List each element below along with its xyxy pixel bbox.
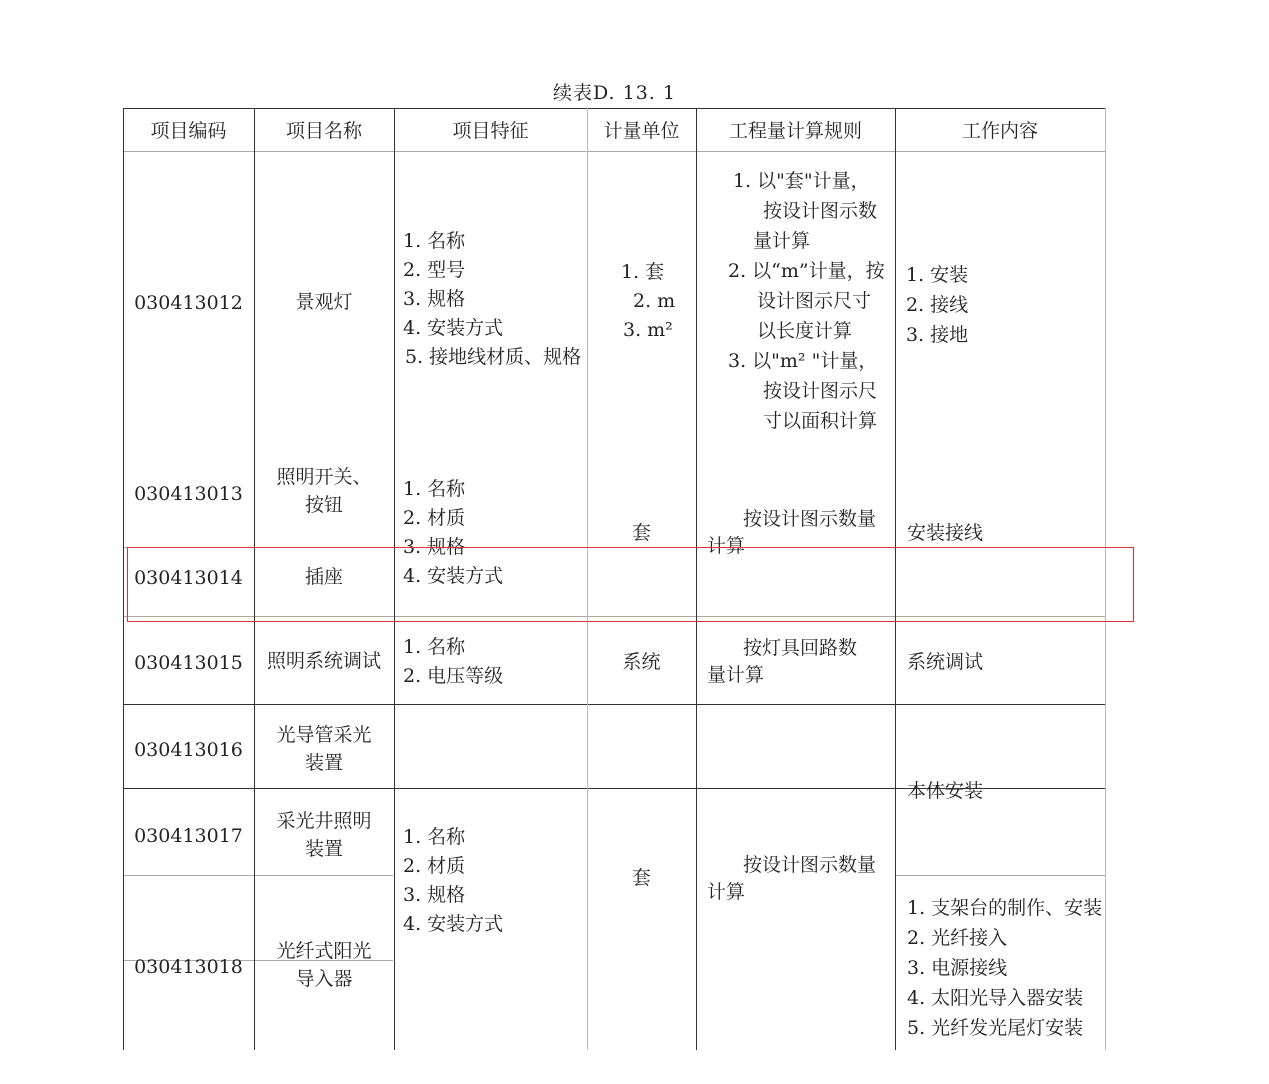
rules-采光装置: 按设计图示数量 计算 (707, 854, 877, 903)
header-name: 项目名称 (285, 120, 362, 142)
name-景观灯: 景观灯 (295, 291, 353, 313)
code-030413018: 030413018 (134, 956, 243, 978)
rules-开关插座: 按设计图示数量 计算 (707, 508, 877, 557)
name-采光井照明装置: 采光井照明 装置 (276, 810, 372, 860)
row-divider (123, 875, 393, 876)
name-照明开关: 照明开关、 按钮 (276, 466, 372, 516)
units-景观灯: 1. 套 2. m 3. m² (621, 261, 676, 341)
row-divider (123, 704, 1105, 705)
name-光导管采光装置: 光导管采光 装置 (276, 724, 372, 774)
code-030413014: 030413014 (134, 567, 243, 589)
unit-采光装置: 套 (631, 867, 651, 889)
unit-照明系统调试: 系统 (622, 651, 661, 673)
code-030413012: 030413012 (134, 292, 243, 314)
header-rules: 工程量计算规则 (728, 120, 862, 142)
work-照明系统调试: 系统调试 (907, 651, 984, 673)
features-照明系统调试: 1. 名称 2. 电压等级 (403, 636, 504, 687)
features-开关插座: 1. 名称 2. 材质 3. 规格 4. 安装方式 (403, 478, 504, 587)
code-030413015: 030413015 (134, 652, 243, 674)
code-030413017: 030413017 (134, 825, 243, 847)
header-features: 项目特征 (452, 120, 529, 142)
header-unit: 计量单位 (603, 120, 680, 142)
name-照明系统调试: 照明系统调试 (266, 650, 381, 672)
header-code: 项目编码 (150, 120, 227, 142)
code-030413013: 030413013 (134, 483, 243, 505)
features-景观灯: 1. 名称 2. 型号 3. 规格 4. 安装方式 5. 接地线材质、规格 (403, 230, 582, 368)
row-divider (896, 875, 1105, 876)
work-开关插座: 安装接线 (907, 522, 984, 544)
unit-开关插座: 套 (631, 522, 651, 544)
work-景观灯: 1. 安装 2. 接线 3. 接地 (906, 264, 969, 346)
table-title: 续表D. 13. 1 (553, 82, 676, 104)
rules-景观灯: 1. 以"套"计量， 按设计图示数 量计算 2. 以“m”计量，按 设计图示尺寸 以长度计算 3. 以"m² "计量， 按设计图示尺 寸以面积计算 (728, 170, 885, 432)
rules-照明系统调试: 按灯具回路数 量计算 (707, 637, 858, 686)
features-采光装置: 1. 名称 2. 材质 3. 规格 4. 安装方式 (403, 826, 504, 935)
name-插座: 插座 (304, 566, 343, 588)
work-本体安装: 本体安装 (907, 780, 984, 802)
name-光纤式阳光导入器: 光纤式阳光 导入器 (276, 940, 372, 990)
work-光纤式阳光导入器: 1. 支架台的制作、安装 2. 光纤接入 3. 电源接线 4. 太阳光导入器安装 5. 光纤发光尾灯安装 (907, 897, 1103, 1039)
header-work: 工作内容 (961, 120, 1038, 142)
highlight-box (127, 547, 1134, 622)
code-030413016: 030413016 (134, 739, 243, 761)
